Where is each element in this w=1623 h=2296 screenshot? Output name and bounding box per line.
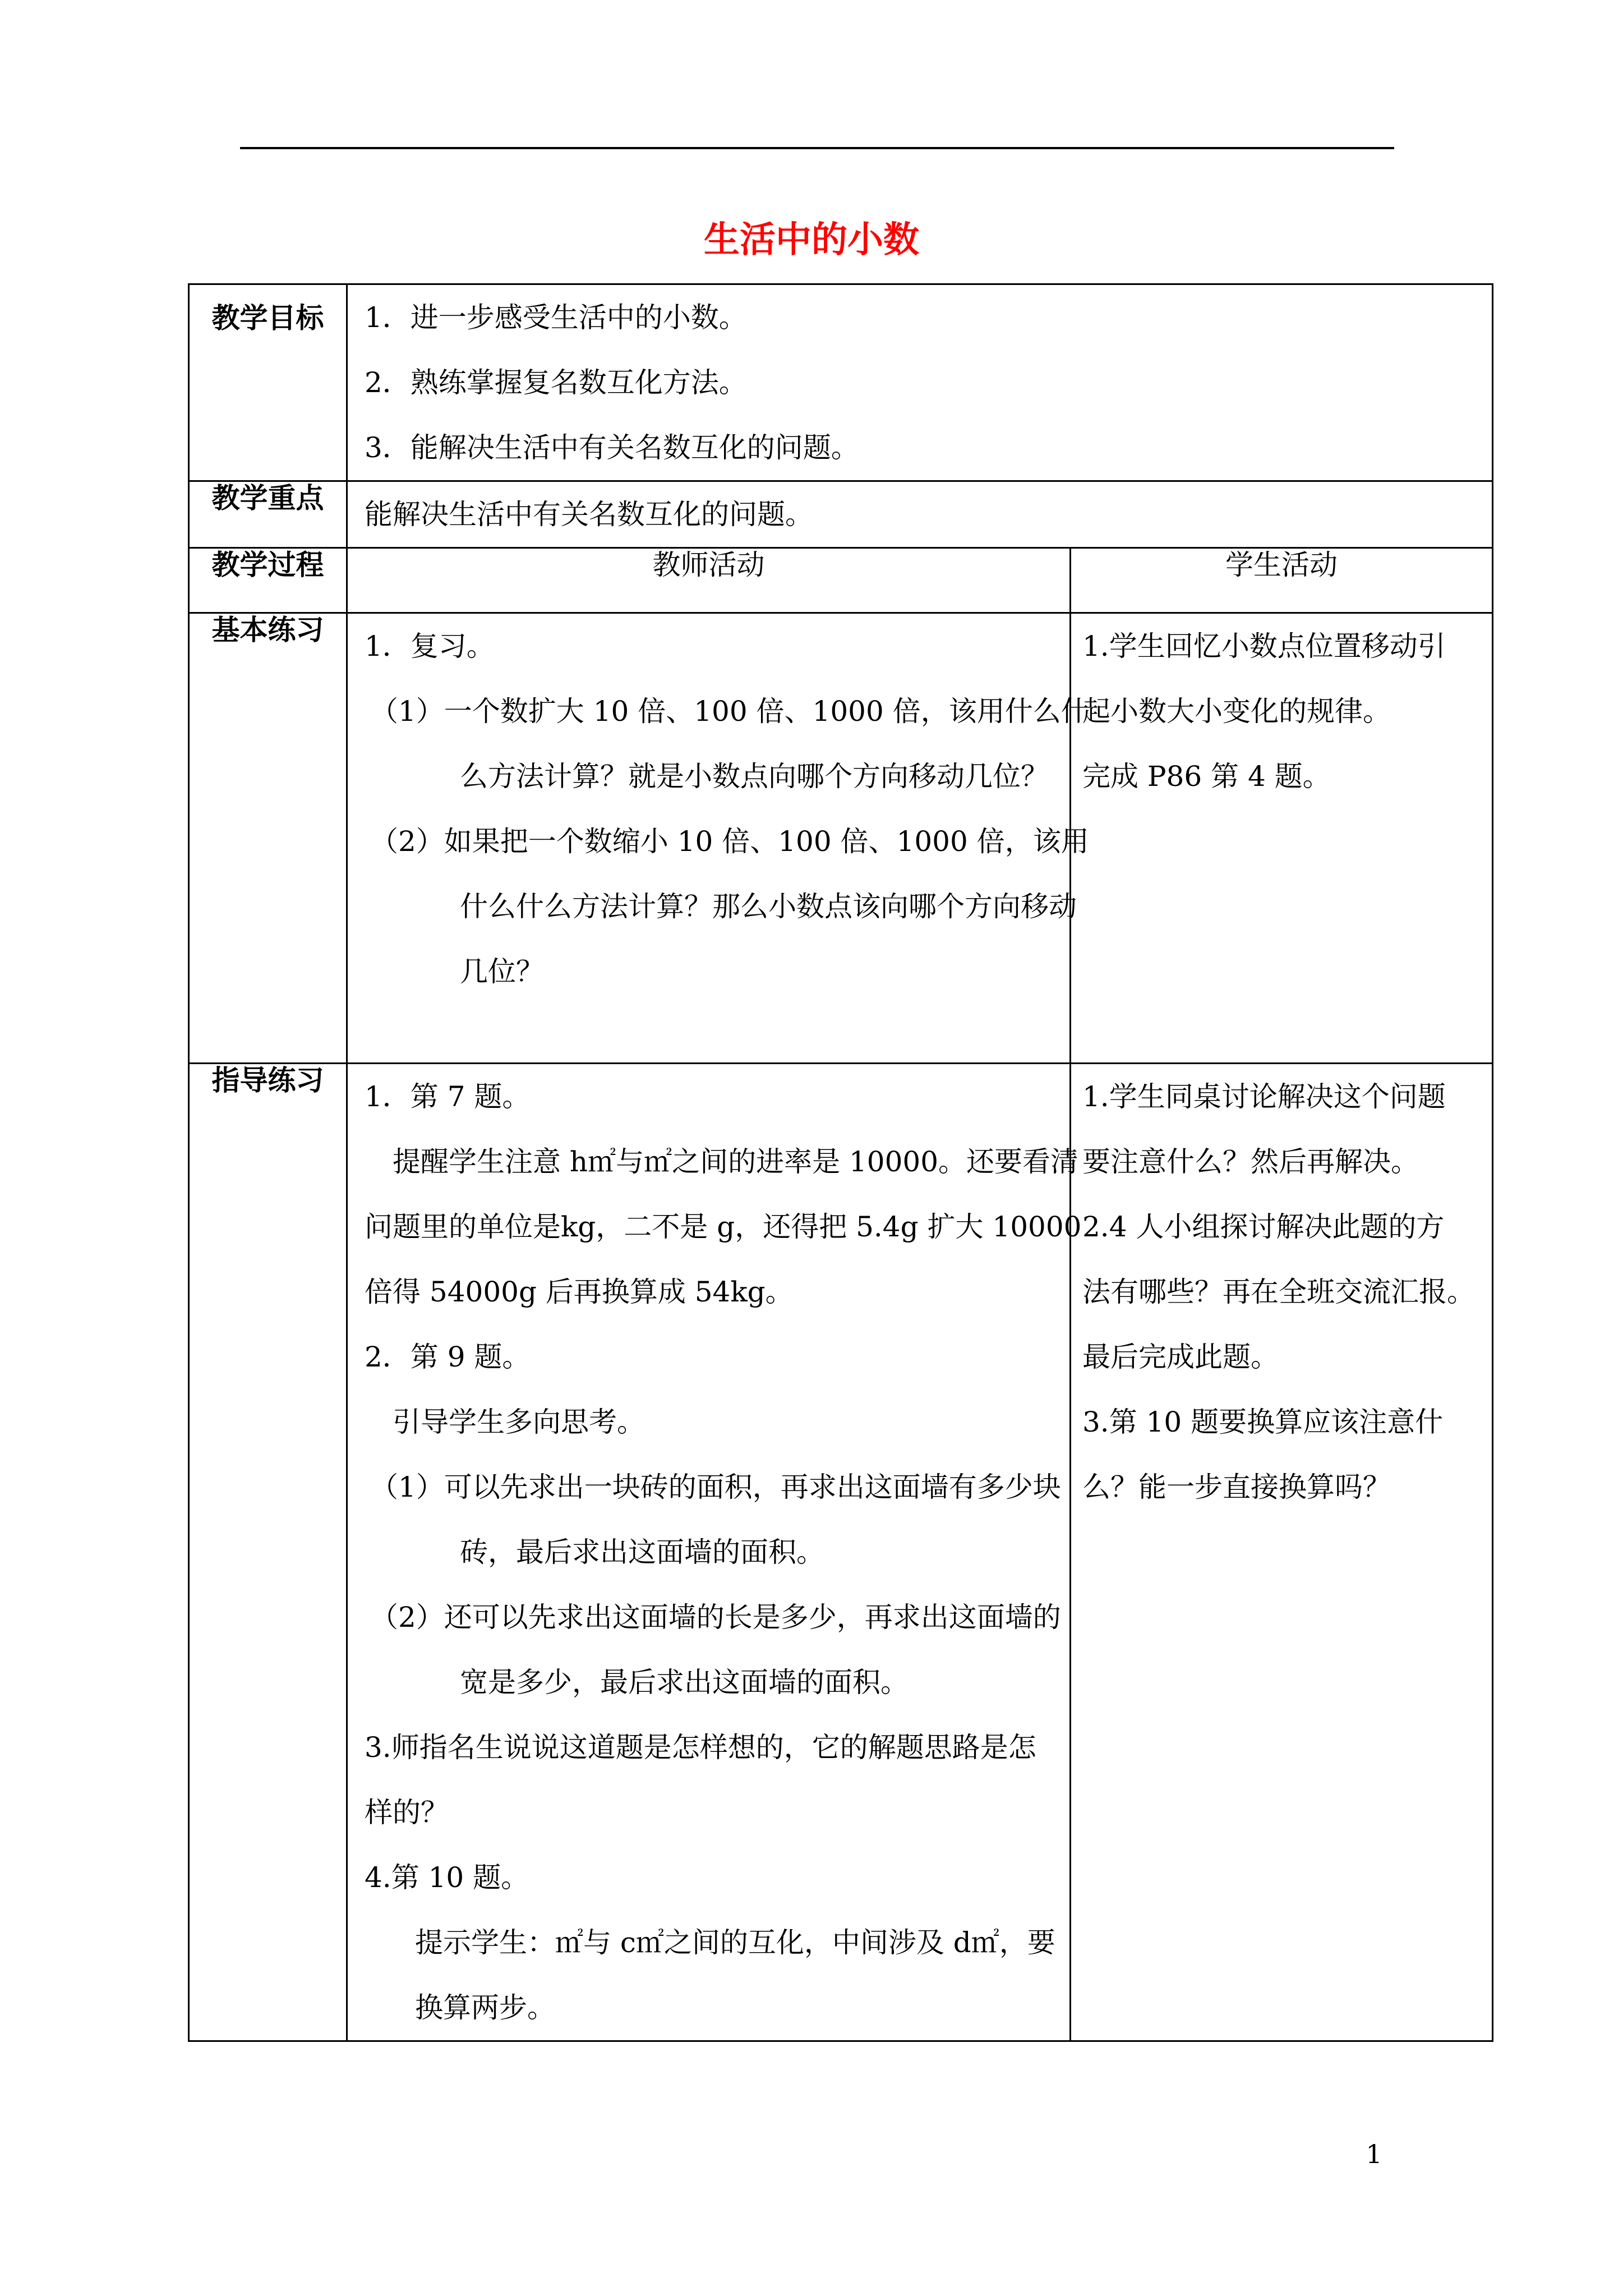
student-activity-header: 学生活动 xyxy=(1071,548,1493,613)
basic-student-cell xyxy=(1071,613,1493,1064)
page-title: 生活中的小数 xyxy=(704,219,919,261)
guided-teacher-cell xyxy=(347,1064,1082,2041)
teacher-line: （2）还可以先求出这面墙的长是多少，再求出这面墙的 xyxy=(370,1601,1061,1634)
student-line: 3.第 10 题要换算应该注意什 xyxy=(1082,1406,1444,1438)
key-point-cell xyxy=(347,481,1493,548)
student-line: 完成 P86 第 4 题。 xyxy=(1082,760,1331,793)
student-line: 法有哪些？再在全班交流汇报。 xyxy=(1082,1276,1475,1308)
teacher-line: 4.第 10 题。 xyxy=(365,1861,529,1894)
teacher-line: （2）如果把一个数缩小 10 倍、100 倍、1000 倍，该用 xyxy=(370,825,1089,858)
teacher-line: 宽是多少，最后求出这面墙的面积。 xyxy=(460,1666,909,1699)
teacher-activity-header: 教师活动 xyxy=(347,548,1071,613)
teacher-line: 样的？ xyxy=(365,1796,449,1829)
goal-line: 3．能解决生活中有关名数互化的问题。 xyxy=(365,431,859,464)
row-goals xyxy=(189,284,1493,481)
student-line: 1.学生回忆小数点位置移动引 xyxy=(1082,630,1446,662)
lesson-plan-table xyxy=(188,283,1493,2042)
student-line: 2.4 人小组探讨解决此题的方 xyxy=(1082,1211,1445,1243)
label-basic-practice: 基本练习 xyxy=(189,613,347,1064)
teacher-line: （1）一个数扩大 10 倍、100 倍、1000 倍，该用什么什 xyxy=(370,695,1089,728)
header-rule xyxy=(240,147,1394,149)
student-line: 么？能一步直接换算吗？ xyxy=(1082,1471,1391,1503)
label-key-point: 教学重点 xyxy=(189,481,347,548)
row-key-point xyxy=(189,481,1493,548)
goal-line: 2．熟练掌握复名数互化方法。 xyxy=(365,366,747,399)
goal-line: 1．进一步感受生活中的小数。 xyxy=(365,301,747,334)
teacher-line: 换算两步。 xyxy=(415,1991,555,2024)
teacher-line: 提醒学生注意 h㎡与㎡之间的进率是 10000。还要看清 xyxy=(393,1145,1079,1178)
student-line: 最后完成此题。 xyxy=(1082,1341,1279,1373)
teacher-line: 几位？ xyxy=(460,955,544,988)
teacher-line: 引导学生多向思考。 xyxy=(393,1406,645,1438)
teacher-line: 1．第 7 题。 xyxy=(365,1080,531,1113)
teacher-line: （1）可以先求出一块砖的面积，再求出这面墙有多少块 xyxy=(370,1471,1061,1503)
label-guided-practice: 指导练习 xyxy=(189,1064,347,2041)
row-basic-practice xyxy=(189,613,1493,1064)
teacher-line: 什么什么方法计算？那么小数点该向哪个方向移动 xyxy=(460,890,1077,923)
basic-teacher-cell xyxy=(347,613,1089,1064)
teacher-line: 提示学生：㎡与 c㎡之间的互化，中间涉及 d㎡，要 xyxy=(415,1926,1055,1959)
student-line: 起小数大小变化的规律。 xyxy=(1082,695,1391,728)
teacher-line: 砖，最后求出这面墙的面积。 xyxy=(460,1536,824,1568)
row-process xyxy=(189,548,1493,613)
row-guided-practice xyxy=(189,1064,1493,2041)
student-line: 1.学生同桌讨论解决这个问题 xyxy=(1082,1080,1446,1113)
label-process: 教学过程 xyxy=(189,548,347,613)
teacher-line: 么方法计算？就是小数点向哪个方向移动几位？ xyxy=(460,760,1049,793)
label-goals: 教学目标 xyxy=(189,284,347,481)
guided-student-cell xyxy=(1071,1064,1493,2041)
teacher-line: 3.师指名生说说这道题是怎样想的，它的解题思路是怎 xyxy=(365,1731,1036,1764)
teacher-line: 1．复习。 xyxy=(365,630,495,662)
key-point-text: 能解决生活中有关名数互化的问题。 xyxy=(365,498,813,531)
goals-cell xyxy=(347,284,1493,481)
teacher-line: 2．第 9 题。 xyxy=(365,1341,531,1373)
student-line: 要注意什么？然后再解决。 xyxy=(1082,1145,1419,1178)
page-number: 1 xyxy=(1366,2139,1382,2169)
teacher-line: 问题里的单位是kg，二不是 g，还得把 5.4g 扩大 10000 xyxy=(365,1211,1082,1243)
teacher-line: 倍得 54000g 后再换算成 54kg。 xyxy=(365,1276,794,1308)
